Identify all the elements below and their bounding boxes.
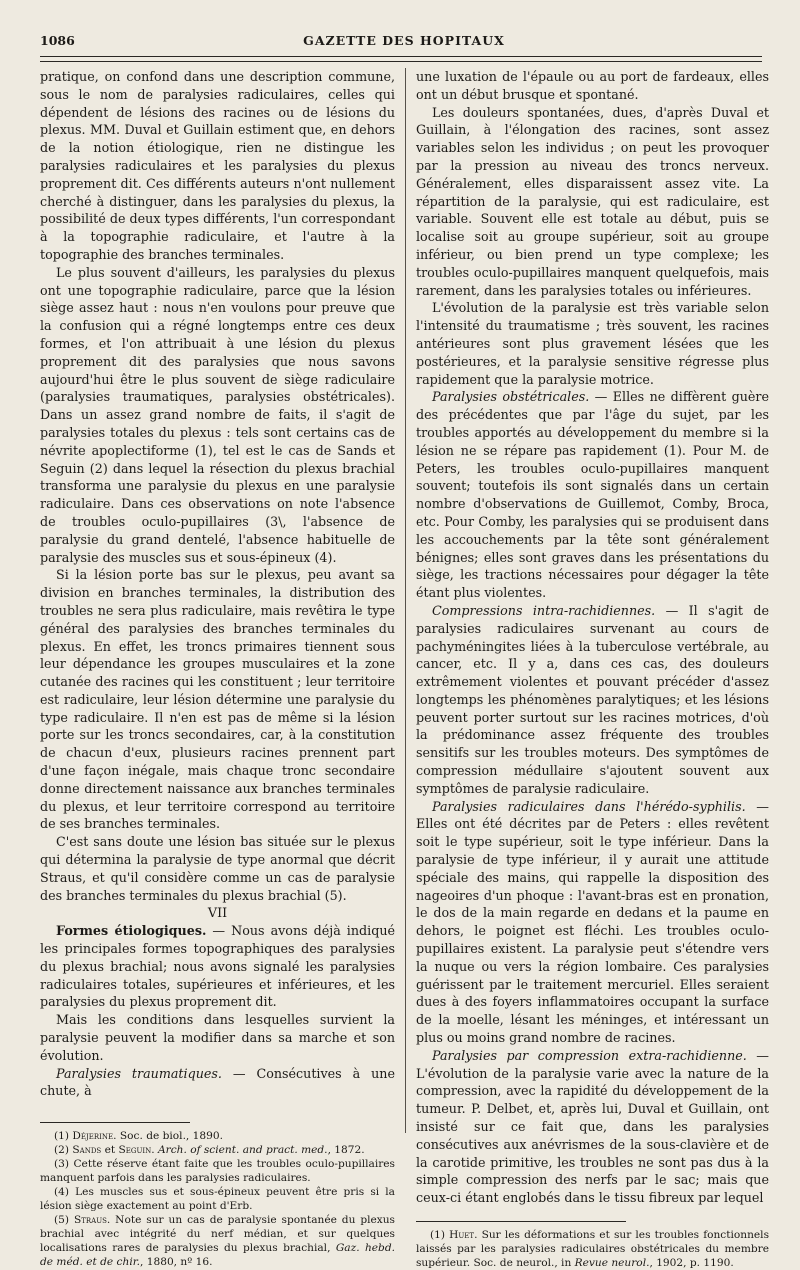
- paragraph-text: — Elles ont été décrites par de Peters : elles revêtent soit le type supérieur, soit le type inférieur. Dans la paralysie de type inférieur, il y aurait une attitude spéciale des mains, qui rappelle la disposition des nageoires d'un phoque : l'avant-bras est en pronation, le dos de la main regarde en dedans et la paume en dehors, le poignet est fléchi. Les troubles oculo-pupillaires existent. La paralysie peut s'étendre vers la nuque ou vers la région lombaire. Ces paralysies guérissent par le traitement mercuriel. Elles seraient dues à des foyers inflammatoires occupant la surface de la moelle, lésant les méninges, et intéressant un plus ou moins grand nombre de racines.: [416, 798, 769, 1046]
- paragraph-text: — Il s'agit de paralysies radiculaires survenant au cours de pachyméningites liées à la tuberculose vertébrale, au cancer, etc. Il y a, dans ces cas, des douleurs extrêmement violentes et pouvant précéder d'assez longtemps les phénomènes paralytiques; et les lésions peuvent porter surtout sur les racines motrices, d'où la prédominance assez fréquente des troubles sensitifs sur les troubles moteurs. Des symptômes de compression médullaire s'ajoutent souvent aux symptômes de paralysie radiculaire.: [416, 602, 769, 796]
- subheading: Compressions intra-rachidiennes.: [432, 602, 656, 618]
- section-heading: VII: [207, 905, 228, 921]
- footnote: (4) Les muscles sus et sous-épineux peuvent être pris si la lésion siège exactement au point d'Erb.: [40, 1186, 395, 1213]
- right-column: [416, 68, 769, 1270]
- paragraph: une luxation de l'épaule ou au port de fardeaux, elles ont un début brusque et spontané.: [416, 69, 769, 102]
- paragraph: [40, 1065, 395, 1101]
- footnote: (5) Straus. Note sur un cas de paralysie spontanée du plexus brachial avec intégrité du nerf médian, et sur quelques localisations rares de paralysies du plexus brachial, Gaz. hebd. de méd. et de chir., 1880, nº 16.: [40, 1214, 395, 1269]
- paragraph: L'évolution de la paralysie est très variable selon l'intensité du traumatisme ; très souvent, les racines antérieures sont plus gravement lésées que les postérieures, et la paralysie sensitive régresse plus rapidement que la paralysie motrice.: [416, 300, 769, 387]
- paragraph-text: — Consécutives à une chute, à: [40, 1065, 395, 1099]
- paragraph: Le plus souvent d'ailleurs, les paralysies du plexus ont une topographie radiculaire, parce que la lésion siège assez haut : nous n'en voulons pour preuve que la confusion qui a régné longtemps entre ces deux formes, et l'on attribuait à une lésion du plexus proprement dit des paralysies que nous savons aujourd'hui être le plus souvent de siège radiculaire (paralysies traumatiques, paralysies obstétricales). Dans un assez grand nombre de faits, il s'agit de paralysies totales du plexus : tels sont certains cas de névrite apoplectiforme (1), tel est le cas de Sands et Seguin (2) dans lequel la résection du plexus brachial transforma une paralysie du plexus en une paralysie radiculaire. Dans ces observations on note l'absence de troubles oculo-pupillaires (3\, l'absence de paralysie du grand dentelé, l'absence habituelle de paralysie des muscles sus et sous-épineux (4).: [40, 264, 395, 565]
- footnote-rule: [40, 1122, 190, 1123]
- footnote: (3) Cette réserve étant faite que les troubles oculo-pupillaires manquent parfois dans les paralysies radiculaires.: [40, 1158, 395, 1185]
- footnote: (1) Huet. Sur les déformations et sur les troubles fonctionnels laissés par les paralysies radiculaires obstétricales du membre supérieur. Soc. de neurol., in Revue neurol., 1902, p. 1190.: [416, 1229, 770, 1269]
- paragraph: Si la lésion porte bas sur le plexus, peu avant sa division en branches terminales, la distribution des troubles ne sera plus radiculaire, mais revêtira le type général des paralysies des branches terminales du plexus. En effet, les troncs primaires tiennent sous leur dépendance les groupes musculaires et la zone cutanée des racines qui les constituent ; leur territoire est radiculaire, leur lésion détermine une paralysie du type radiculaire. Il n'en est pas de même si la lésion porte sur les troncs secondaires, car, à la constitution de chacun d'eux, plusieurs racines prennent part d'une façon inégale, mais chaque tronc secondaire donne directement naissance aux branches terminales du plexus, et leur territoire correspond au territoire de ses branches terminales.: [40, 567, 395, 832]
- subheading: Paralysies radiculaires dans l'hérédo-syphilis.: [432, 798, 746, 814]
- subheading: Paralysies obstétricales.: [432, 389, 590, 405]
- paragraph-text: — L'évolution de la paralysie varie avec la nature de la compression, avec la rapidité du développement de la tumeur. P. Delbet, et, après lui, Duval et Guillain, ont insisté sur ce fait que, dans les paralysies consécutives aux anévrismes de la sous-clavière et de la carotide primitive, les troubles ne sont pas dus à la simple compression des nerfs par le sac; mais que ceux-ci étant englobés dans le tissu fibreux par lequel: [416, 1047, 769, 1206]
- running-header: [40, 33, 768, 51]
- header-rule-bottom: [40, 61, 762, 62]
- paragraph: [40, 922, 395, 1011]
- paragraph: [416, 798, 769, 1047]
- footnotes: [40, 1129, 395, 1269]
- left-column: [40, 68, 395, 1269]
- paragraph-text: — Elles ne diffèrent guère des précédentes que par l'âge du sujet, par les troubles apportés au développement du membre si la lésion ne se répare pas rapidement (1). Pour M. de Peters, les troubles oculo-pupillaires manquent souvent; toutefois ils sont signalés dans un certain nombre d'observations de Guillemot, Comby, Broca, etc. Pour Comby, les paralysies qui se produisent dans les accouchements par la tête sont généralement bénignes; elles sont graves dans les présentations du siège, les tractions nécessaires pour dégager la tête étant plus violentes.: [416, 389, 769, 601]
- paragraph: pratique, on confond dans une description commune, sous le nom de paralysies radiculaires, celles qui dépendent de lésions des racines ou de lésions du plexus. MM. Duval et Guillain estiment que, en dehors de la notion étiologique, rien ne distingue les paralysies radiculaires et les paralysies du plexus proprement dit. Ces différents auteurs n'ont nullement cherché à distinguer, dans les paralysies du plexus, la possibilité de deux types différents, l'un correspondant à la topographie radiculaire, et l'autre à la topographie des branches terminales.: [40, 69, 395, 262]
- journal-title: GAZETTE DES HOPITAUX: [303, 33, 505, 48]
- column-divider: [405, 68, 406, 1133]
- footnotes: [416, 1228, 769, 1270]
- header-rule-top: [40, 56, 762, 57]
- subheading: Paralysies traumatiques.: [56, 1065, 222, 1081]
- subheading: Formes étiologiques.: [56, 923, 207, 939]
- paragraph-text: — Nous avons déjà indiqué les principales formes topographiques des paralysies du plexus brachial; nous avons signalé les paralysies radiculaires totales, supérieures et inférieures, et les paralysies du plexus proprement dit.: [40, 923, 395, 1010]
- footnote: (2) Sands et Seguin. Arch. of scient. and pract. med., 1872.: [54, 1144, 365, 1157]
- paragraph: Les douleurs spontanées, dues, d'après Duval et Guillain, à l'élongation des racines, sont assez variables selon les individus ; on peut les provoquer par la pression au niveau des troncs nerveux. Généralement, elles disparaissent assez vite. La répartition de la paralysie, qui est radiculaire, est variable. Souvent elle est totale au début, puis se localise soit au groupe supérieur, soit au groupe inférieur, ou bien prend un type complexe; les troubles oculo-pupillaires manquent quelquefois, mais rarement, dans les paralysies totales ou inférieures.: [416, 104, 769, 298]
- paragraph: [416, 1047, 769, 1207]
- paragraph: [416, 602, 769, 798]
- paragraph: [416, 388, 769, 602]
- footnote-rule: [416, 1221, 626, 1222]
- paragraph: C'est sans doute une lésion bas située sur le plexus qui détermina la paralysie de type anormal que décrit Straus, et qu'il considère comme un cas de paralysie des branches terminales du plexus brachial (5).: [40, 834, 395, 903]
- page-number: 1086: [40, 33, 75, 48]
- footnote: (1) Déjerine. Soc. de biol., 1890.: [54, 1130, 223, 1143]
- paragraph: Mais les conditions dans lesquelles survient la paralysie peuvent la modifier dans sa marche et son évolution.: [40, 1012, 395, 1063]
- subheading: Paralysies par compression extra-rachidienne.: [432, 1047, 747, 1063]
